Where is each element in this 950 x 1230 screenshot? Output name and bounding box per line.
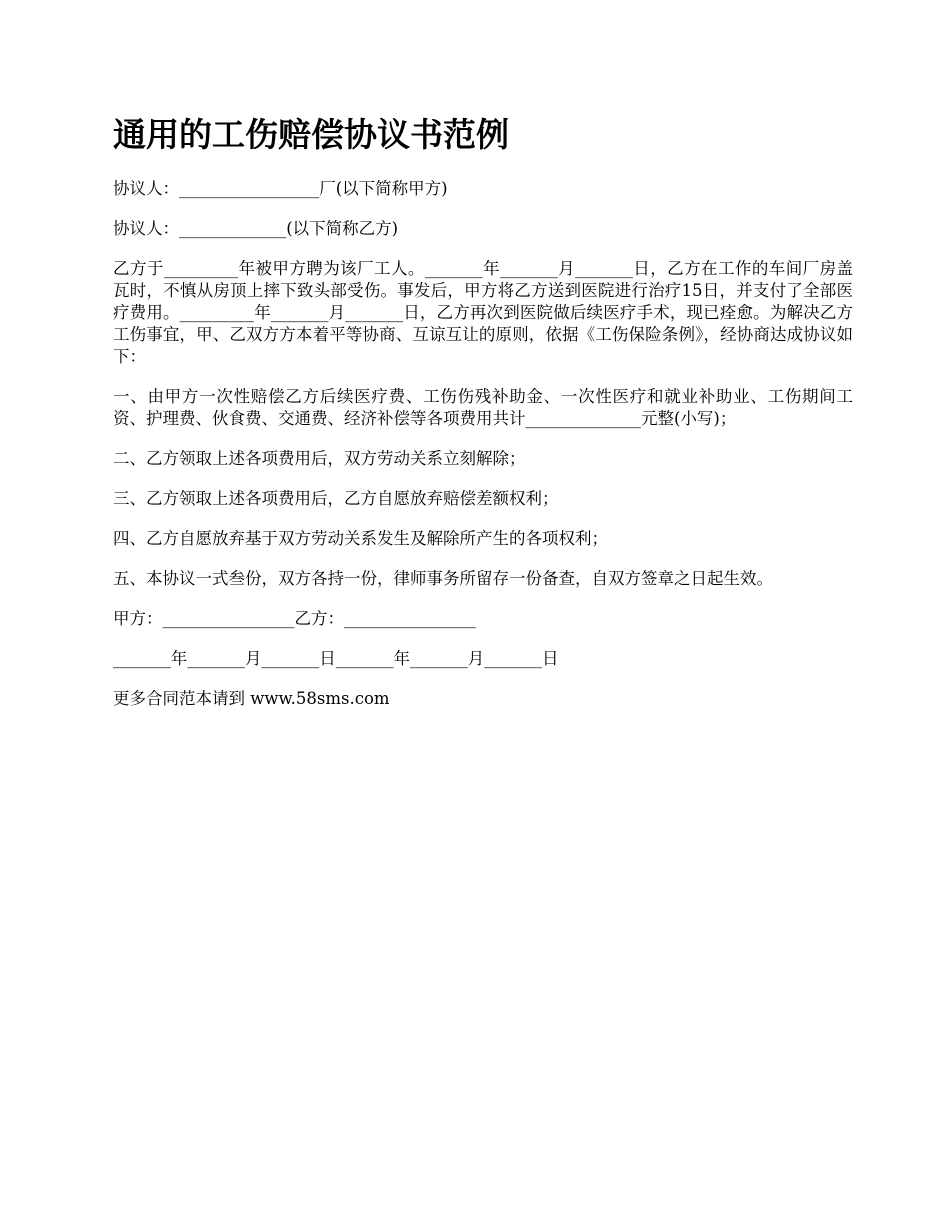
clause-5: 五、本协议一式叁份，双方各持一份，律师事务所留存一份备查，自双方签章之日起生效。 (113, 569, 773, 588)
party-b-line: 协议人：_____________(以下简称乙方) (113, 219, 399, 238)
footer-link-text: 更多合同范本请到 www.58sms.com (113, 689, 390, 708)
clause-4: 四、乙方自愿放弃基于双方劳动关系发生及解除所产生的各项权利； (113, 529, 608, 548)
document-page (113, 112, 853, 728)
background-paragraph: 乙方于_________年被甲方聘为该厂工人。_______年_______月_______日，乙方在工作的车间厂房盖瓦时，不慎从房顶上摔下致头部受伤。事发后，甲方将乙方送到医院进行治疗15日，并支付了全部医疗费用。_________年_______月_______日，乙方再次到医院做后续医疗手术，现已痊愈。为解决乙方工伤事宜，甲、乙双方方本着平等协商、互谅互让的原则，依据《工伤保险条例》，经协商达成协议如下： (113, 259, 853, 366)
clause-1: 一、由甲方一次性赔偿乙方后续医疗费、工伤伤残补助金、一次性医疗和就业补助业、工伤期间工资、护理费、伙食费、交通费、经济补偿等各项费用共计______________元整(小写)； (113, 387, 853, 428)
party-a-line: 协议人：_________________厂(以下简称甲方) (113, 179, 448, 198)
document-title: 通用的工伤赔偿协议书范例 (113, 115, 509, 154)
clause-2: 二、乙方领取上述各项费用后，双方劳动关系立刻解除； (113, 449, 526, 468)
clause-3: 三、乙方领取上述各项费用后，乙方自愿放弃赔偿差额权利； (113, 489, 559, 508)
signature-line: 甲方：________________乙方：________________ (113, 609, 476, 628)
date-line: _______年_______月_______日_______年_______月_______日 (113, 649, 559, 668)
